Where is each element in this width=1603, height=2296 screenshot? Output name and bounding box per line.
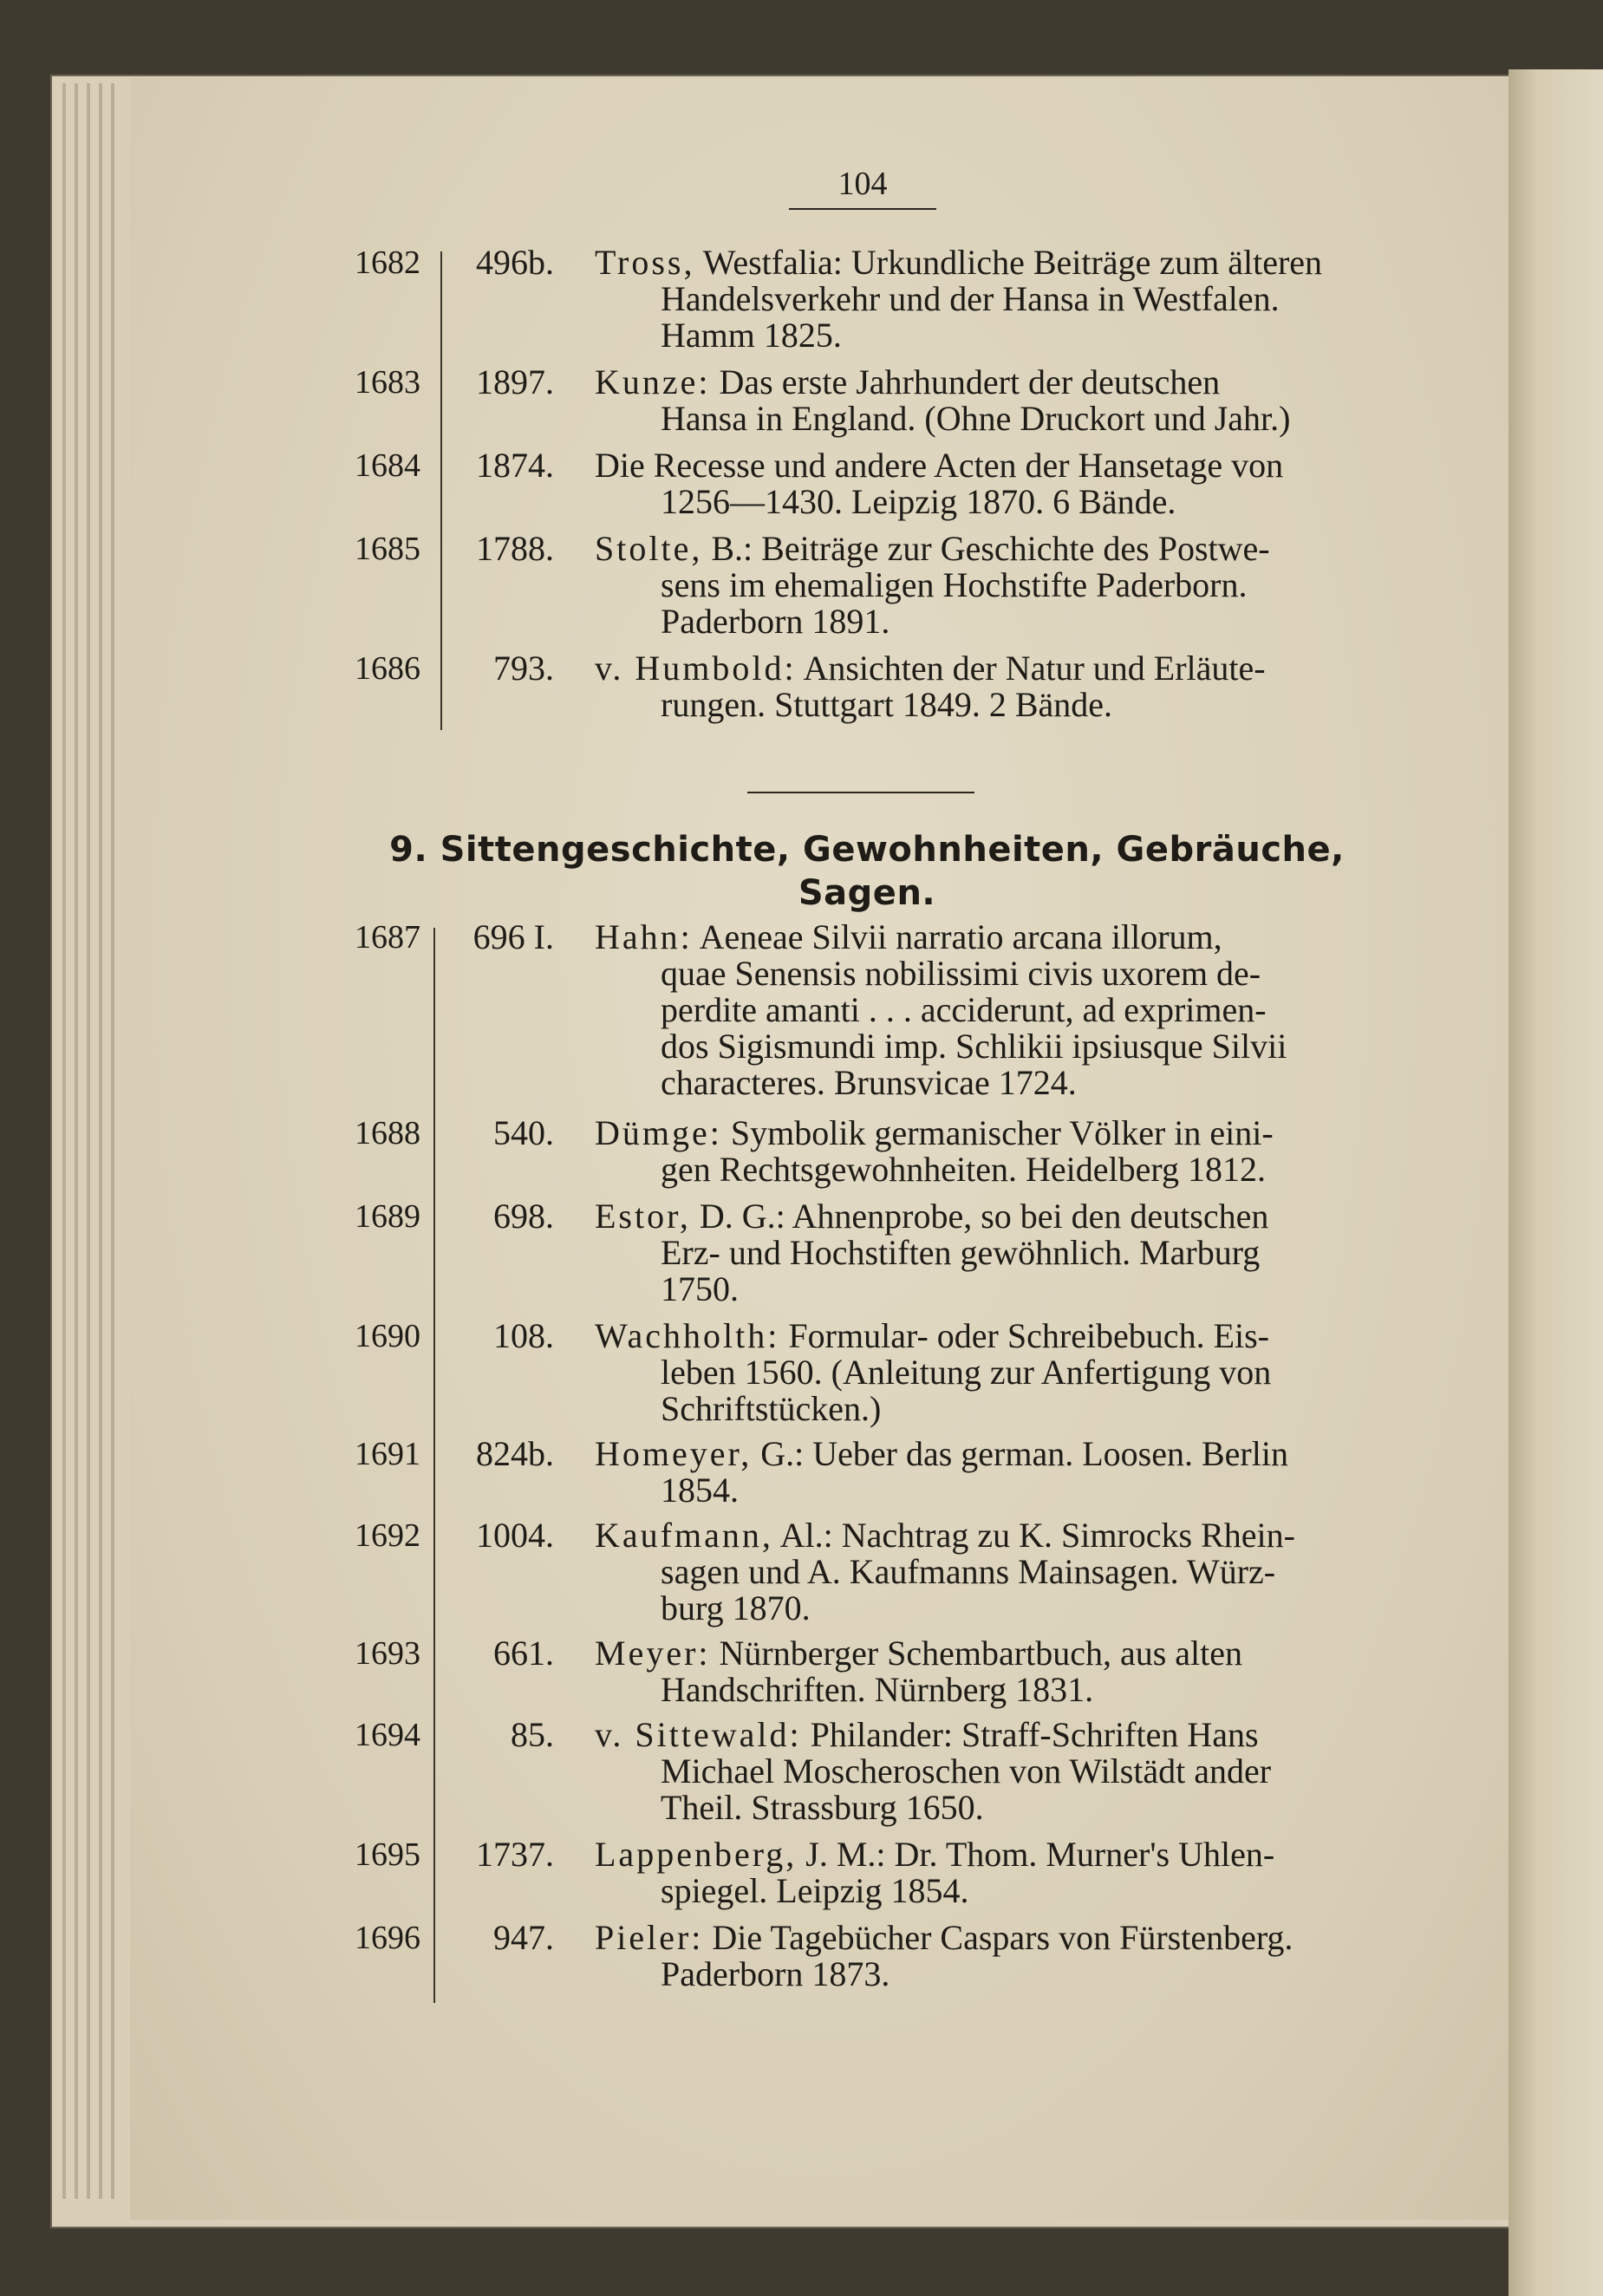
entry-line (595, 1028, 1392, 1065)
entry-line (595, 1115, 1392, 1151)
entry-line (595, 364, 1392, 401)
entry-line (595, 919, 1392, 956)
entry-line (595, 992, 1392, 1028)
entry-line-text: Paderborn 1891. (661, 602, 890, 641)
entry-line-text: 1256—1430. Leipzig 1870. 6 Bände. (661, 482, 1176, 521)
entry-year: 1692 (355, 1517, 420, 1554)
entry-line (595, 603, 1392, 640)
entry-text (595, 1517, 1392, 1627)
entry-author: Pieler: (595, 1918, 704, 1957)
entry-number: 85. (511, 1715, 554, 1754)
entry-year: 1695 (355, 1836, 420, 1873)
entry-line (595, 1790, 1392, 1826)
entry-line-text: Aeneae Silvii narratio arcana illorum, (699, 917, 1222, 956)
entry-line (595, 1956, 1392, 1993)
entry-text (595, 447, 1392, 520)
entry-year: 1682 (355, 245, 420, 281)
section-divider-rule (747, 792, 974, 793)
entry-line-text: perdite amanti . . . acciderunt, ad exprimen- (661, 990, 1267, 1029)
entry-line (595, 245, 1392, 281)
entry-year: 1686 (355, 650, 420, 687)
entry-line-text: 1854. (661, 1471, 739, 1510)
entry-text (595, 1198, 1392, 1308)
entry-number: 540. (493, 1113, 554, 1152)
entry-text (595, 919, 1392, 1101)
entry-number: 1874. (476, 446, 554, 485)
entry-line (595, 1920, 1392, 1956)
entry-line (595, 1590, 1392, 1627)
entry-line-text: G.: Ueber das german. Loosen. Berlin (760, 1434, 1288, 1473)
entry-author: Stolte, (595, 529, 703, 568)
entry-line-text: J. M.: Dr. Thom. Murner's Uhlen- (805, 1835, 1275, 1874)
entry-text (595, 1318, 1392, 1427)
entry-line (595, 1436, 1392, 1472)
entry-line-text: Theil. Strassburg 1650. (661, 1788, 984, 1827)
entry-number: 1004. (476, 1516, 554, 1555)
entry-line-text: Das erste Jahrhundert der deutschen (719, 362, 1221, 401)
entry-line (595, 650, 1392, 687)
entry-line-text: 1750. (661, 1269, 739, 1308)
entry-line-text: gen Rechtsgewohnheiten. Heidelberg 1812. (661, 1150, 1266, 1189)
entry-line-text: Formular- oder Schreibebuch. Eis- (788, 1316, 1269, 1355)
entry-line (595, 1672, 1392, 1708)
entry-number: 661. (493, 1634, 554, 1673)
entry-author: Hahn: (595, 917, 693, 956)
entry-line-text: Michael Moscheroschen von Wilstädt ander (661, 1751, 1272, 1790)
entry-line (595, 1354, 1392, 1391)
entry-line-text: Symbolik germanischer Völker in eini- (730, 1113, 1274, 1152)
entry-line-text: sens im ehemaligen Hochstifte Paderborn. (661, 565, 1248, 604)
entry-line-text: Ansichten der Natur und Erläute- (803, 649, 1266, 688)
entry-line (595, 567, 1392, 603)
entry-year: 1684 (355, 447, 420, 484)
entry-line (595, 1517, 1392, 1554)
entry-year: 1683 (355, 364, 420, 401)
entry-year: 1689 (355, 1198, 420, 1235)
section-title-line2: Sagen. (798, 873, 936, 913)
entry-line-text: rungen. Stuttgart 1849. 2 Bände. (661, 685, 1113, 724)
entry-line (595, 956, 1392, 992)
entry-author: Meyer: (595, 1634, 711, 1673)
entry-line-text: Al.: Nachtrag zu K. Simrocks Rhein- (779, 1516, 1295, 1555)
entry-number: 698. (493, 1197, 554, 1236)
entry-number: 1737. (476, 1835, 554, 1874)
entry-number: 793. (493, 649, 554, 688)
entry-line (595, 484, 1392, 520)
page-edge (87, 83, 90, 2199)
entry-line-text: Die Tagebücher Caspars von Fürstenberg. (712, 1918, 1293, 1957)
entry-number: 824b. (476, 1434, 554, 1473)
entry-year: 1696 (355, 1920, 420, 1956)
entry-year: 1687 (355, 919, 420, 956)
entry-line-text: Nürnberger Schembartbuch, aus alten (719, 1634, 1243, 1673)
entry-line-text: Paderborn 1873. (661, 1954, 890, 1993)
entry-text (595, 364, 1392, 437)
entry-line (595, 1271, 1392, 1308)
entry-line-text: quae Senensis nobilissimi civis uxorem de- (661, 954, 1261, 993)
entry-line (595, 531, 1392, 567)
entry-author: Kaufmann, (595, 1516, 773, 1555)
page-edge (75, 83, 78, 2199)
page-number-rule (789, 208, 936, 210)
entry-line-text: Handelsverkehr und der Hansa in Westfalen. (661, 279, 1280, 318)
entry-line-text: dos Sigismundi imp. Schlikii ipsiusque Silvii (661, 1027, 1287, 1066)
entry-line (595, 1065, 1392, 1101)
entry-number: 108. (493, 1316, 554, 1355)
entry-text (595, 1635, 1392, 1708)
entry-line-text: Philander: Straff-Schriften Hans (810, 1715, 1259, 1754)
entry-text (595, 531, 1392, 640)
entry-author: v. Humbold: (595, 649, 797, 688)
entry-line-text: Schriftstücken.) (661, 1389, 882, 1428)
entry-author: Lappenberg, (595, 1835, 798, 1874)
column-divider-bottom (433, 928, 435, 2003)
entry-line (595, 401, 1392, 437)
entry-year: 1693 (355, 1635, 420, 1672)
entry-line-text: Handschriften. Nürnberg 1831. (661, 1670, 1094, 1709)
entry-line (595, 317, 1392, 354)
entry-line (595, 1836, 1392, 1873)
section-number: 9. (389, 830, 428, 870)
entry-number: 696 I. (472, 917, 554, 956)
entry-line (595, 1235, 1392, 1271)
entry-line (595, 1151, 1392, 1188)
column-divider-top (440, 251, 442, 730)
entry-line-text: B.: Beiträge zur Geschichte des Postwe- (711, 529, 1270, 568)
entry-author: Estor, (595, 1197, 691, 1236)
entry-line (595, 1391, 1392, 1427)
entry-author: Dümge: (595, 1113, 722, 1152)
facing-page-gutter (1509, 69, 1603, 2296)
entry-line-text: characteres. Brunsvicae 1724. (661, 1063, 1077, 1102)
entry-line-text: Hamm 1825. (661, 316, 842, 355)
entry-line-text: Die Recesse und andere Acten der Hansetage von (595, 446, 1284, 485)
entry-text (595, 1717, 1392, 1826)
page-edge (111, 83, 114, 2199)
page-edge (99, 83, 102, 2199)
entry-author: Wachholth: (595, 1316, 780, 1355)
entry-number: 1897. (476, 362, 554, 401)
entry-number: 947. (493, 1918, 554, 1957)
entry-line (595, 1554, 1392, 1590)
entry-line (595, 1753, 1392, 1790)
entry-line-text: sagen und A. Kaufmanns Mainsagen. Würz- (661, 1552, 1276, 1591)
entry-line (595, 447, 1392, 484)
entry-author: Tross, (595, 243, 695, 282)
entry-year: 1688 (355, 1115, 420, 1151)
entry-line-text: Erz- und Hochstiften gewöhnlich. Marburg (661, 1233, 1261, 1272)
entry-text (595, 1436, 1392, 1509)
entry-text (595, 1920, 1392, 1993)
entry-text (595, 1115, 1392, 1188)
entry-author: Kunze: (595, 362, 711, 401)
entry-year: 1694 (355, 1717, 420, 1753)
entry-author: Homeyer, (595, 1434, 753, 1473)
entry-line (595, 1198, 1392, 1235)
entry-line (595, 1472, 1392, 1509)
entry-line-text: Westfalia: Urkundliche Beiträge zum älteren (702, 243, 1323, 282)
entry-number: 496b. (476, 243, 554, 282)
entry-line-text: burg 1870. (661, 1588, 811, 1627)
section-title-line1: Sittengeschichte, Gewohnheiten, Gebräuche, (440, 830, 1345, 870)
entry-line (595, 1873, 1392, 1909)
entry-line (595, 1635, 1392, 1672)
entry-text (595, 1836, 1392, 1909)
entry-line (595, 281, 1392, 317)
entry-line-text: leben 1560. (Anleitung zur Anfertigung von (661, 1353, 1272, 1392)
entry-line (595, 1318, 1392, 1354)
entry-author: v. Sittewald: (595, 1715, 802, 1754)
section-heading (329, 828, 1404, 915)
entry-line-text: spiegel. Leipzig 1854. (661, 1871, 969, 1910)
entry-number: 1788. (476, 529, 554, 568)
entry-year: 1691 (355, 1436, 420, 1472)
entry-line-text: D. G.: Ahnenprobe, so bei den deutschen (699, 1197, 1269, 1236)
entry-text (595, 650, 1392, 723)
entry-line (595, 687, 1392, 723)
entry-year: 1690 (355, 1318, 420, 1354)
page-number: 104 (837, 166, 888, 202)
entry-line (595, 1717, 1392, 1753)
entry-line-text: Hansa in England. (Ohne Druckort und Jahr.) (661, 399, 1291, 438)
entry-text (595, 245, 1392, 354)
entry-year: 1685 (355, 531, 420, 567)
page-edge (62, 83, 66, 2199)
